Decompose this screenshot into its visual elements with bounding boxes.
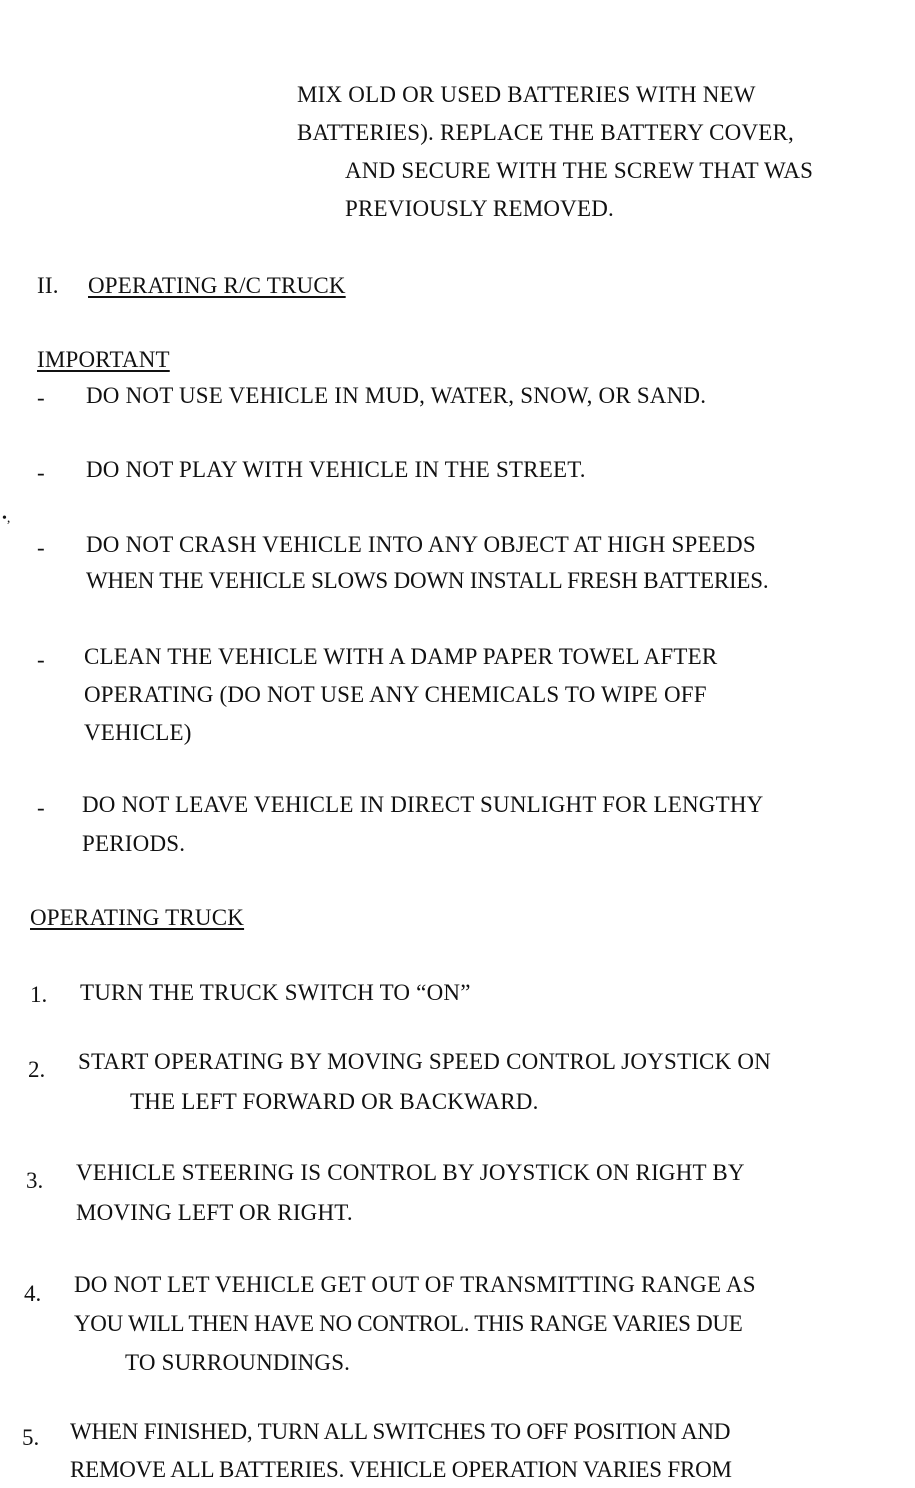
intro-line-2: BATTERIES). REPLACE THE BATTERY COVER, (297, 120, 795, 145)
section-numeral: II. (37, 273, 59, 298)
important-item-4-line-2: OPERATING (DO NOT USE ANY CHEMICALS TO WIPE OFF (84, 682, 707, 707)
step-5-line-2: REMOVE ALL BATTERIES. VEHICLE OPERATION VARIES FROM (70, 1457, 732, 1482)
intro-line-3: AND SECURE WITH THE SCREW THAT WAS (345, 158, 814, 183)
step-number: 2. (28, 1057, 46, 1082)
step-3-line-1: VEHICLE STEERING IS CONTROL BY JOYSTICK ON RIGHT BY (76, 1160, 745, 1185)
important-item-3-line-1: DO NOT CRASH VEHICLE INTO ANY OBJECT AT HIGH SPEEDS (86, 532, 756, 557)
important-item-1-line-1: DO NOT USE VEHICLE IN MUD, WATER, SNOW, OR SAND. (86, 383, 707, 408)
intro-line-1: MIX OLD OR USED BATTERIES WITH NEW (297, 82, 756, 107)
step-number: 3. (26, 1168, 44, 1193)
scan-speck-mark: •, (2, 511, 11, 526)
section-title: OPERATING R/C TRUCK (88, 273, 346, 298)
important-item-5-line-2: PERIODS. (82, 831, 186, 856)
step-1-line-1: TURN THE TRUCK SWITCH TO “ON” (80, 980, 471, 1005)
step-2-line-2: THE LEFT FORWARD OR BACKWARD. (130, 1089, 539, 1114)
step-4-line-1: DO NOT LET VEHICLE GET OUT OF TRANSMITTING RANGE AS (74, 1272, 756, 1297)
step-number: 4. (24, 1281, 42, 1306)
important-item-4-line-1: CLEAN THE VEHICLE WITH A DAMP PAPER TOWEL AFTER (84, 644, 718, 669)
step-number: 1. (30, 982, 48, 1007)
important-heading: IMPORTANT (37, 347, 170, 372)
bullet-dash: - (37, 535, 45, 560)
step-number: 5. (22, 1425, 40, 1450)
step-3-line-2: MOVING LEFT OR RIGHT. (76, 1200, 353, 1225)
important-item-4-line-3: VEHICLE) (84, 720, 192, 745)
important-item-3-line-2: WHEN THE VEHICLE SLOWS DOWN INSTALL FRESH BATTERIES. (86, 568, 769, 593)
intro-line-4: PREVIOUSLY REMOVED. (345, 196, 614, 221)
important-item-5-line-1: DO NOT LEAVE VEHICLE IN DIRECT SUNLIGHT FOR LENGTHY (82, 792, 764, 817)
bullet-dash: - (37, 385, 45, 410)
step-2-line-1: START OPERATING BY MOVING SPEED CONTROL JOYSTICK ON (78, 1049, 771, 1074)
important-item-2-line-1: DO NOT PLAY WITH VEHICLE IN THE STREET. (86, 457, 586, 482)
step-5-line-1: WHEN FINISHED, TURN ALL SWITCHES TO OFF POSITION AND (70, 1419, 731, 1444)
operating-heading: OPERATING TRUCK (30, 905, 245, 930)
bullet-dash: - (37, 647, 45, 672)
bullet-dash: - (37, 460, 45, 485)
bullet-dash: - (37, 795, 45, 820)
step-4-line-2: YOU WILL THEN HAVE NO CONTROL. THIS RANGE VARIES DUE (74, 1311, 743, 1336)
step-4-line-3: TO SURROUNDINGS. (125, 1350, 351, 1375)
